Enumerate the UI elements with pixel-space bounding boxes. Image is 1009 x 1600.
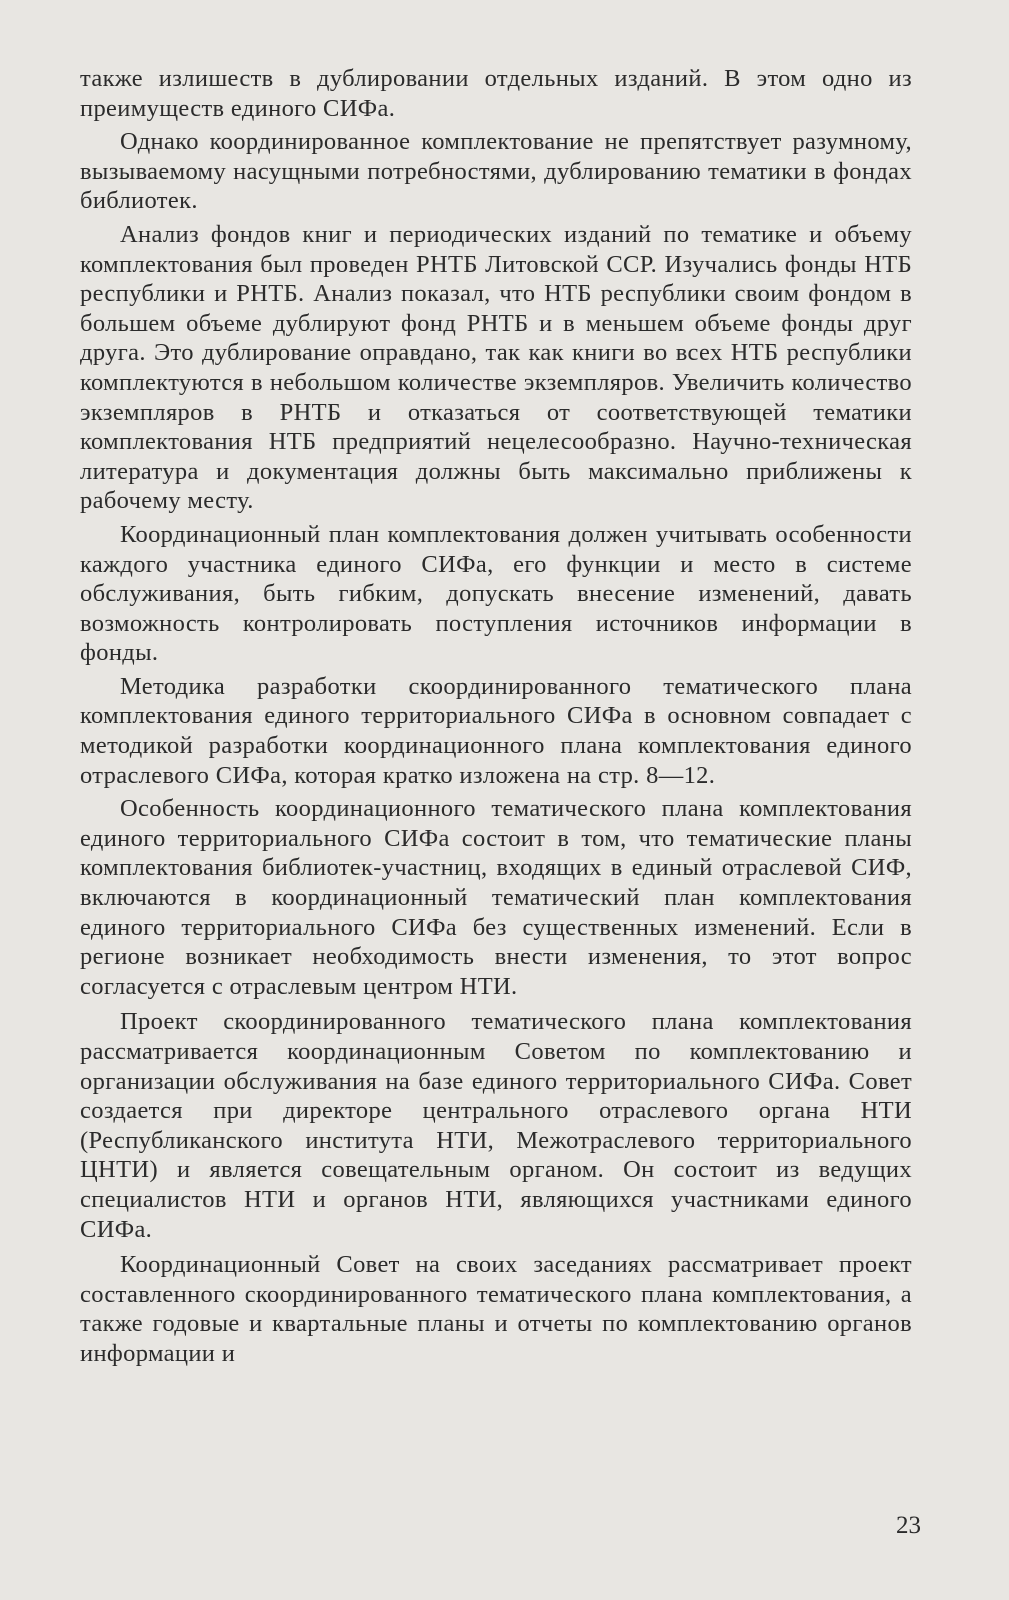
page-body-text [80, 64, 912, 1373]
paragraph-3: Анализ фондов книг и периодических изданий по тематике и объему комплектования был проведен РНТБ Литовской ССР. Изучались фонды НТБ республики и РНТБ. Анализ показал, что НТБ республики своим фондом в большем объеме дублируют фонд РНТБ и в меньшем объеме фонды друг друга. Это дублирование оправдано, так как книги во всех НТБ республики комплектуются в небольшом количестве экземпляров. Увеличить количество экземпляров в РНТБ и отказаться от соответствующей тематики комплектования НТБ предприятий нецелесообразно. Научно-техническая литература и документация должны быть максимально приближены к рабочему месту. [80, 220, 912, 515]
page-number: 23 [896, 1512, 921, 1539]
paragraph-4: Координационный план комплектования должен учитывать особенности каждого участника единого СИФа, его функции и место в системе обслуживания, быть гибким, допускать внесение изменений, давать возможность контролировать поступления источников информации в фонды. [80, 520, 912, 667]
paragraph-1: также излишеств в дублировании отдельных изданий. В этом одно из преимуществ единого СИФа. [80, 65, 912, 122]
paragraph-2: Однако координированное комплектование не препятствует разумному, вызываемому насущными потребностями, дублированию тематики в фондах библиотек. [80, 128, 912, 215]
paragraph-5: Методика разработки скоординированного тематического плана комплектования единого территориального СИФа в основном совпадает с методикой разработки координационного плана комплектования единого отраслевого СИФа, которая кратко изложена на стр. 8—12. [80, 672, 912, 789]
paragraph-8: Координационный Совет на своих заседаниях рассматривает проект составленного скоординированного тематического плана комплектования, а также годовые и квартальные планы и отчеты по комплектованию органов информации и [80, 1251, 912, 1367]
paragraph-7: Проект скоординированного тематического плана комплектования рассматривается координационным Советом по комплектованию и организации обслуживания на базе единого территориального СИФа. Совет создается при директоре центрального отраслевого органа НТИ (Республиканского института НТИ, Межотраслевого территориального ЦНТИ) и является совещательным органом. Он состоит из ведущих специалистов НТИ и органов НТИ, являющихся участниками единого СИФа. [80, 1008, 912, 1243]
paragraph-6: Особенность координационного тематического плана комплектования единого территориального СИФа состоит в том, что тематические планы комплектования библиотек-участниц, входящих в единый отраслевой СИФ, включаются в координационный тематический план комплектования единого территориального СИФа без существенных изменений. Если в регионе возникает необходимость внести изменения, то этот вопрос согласуется с отраслевым центром НТИ. [80, 795, 912, 1000]
